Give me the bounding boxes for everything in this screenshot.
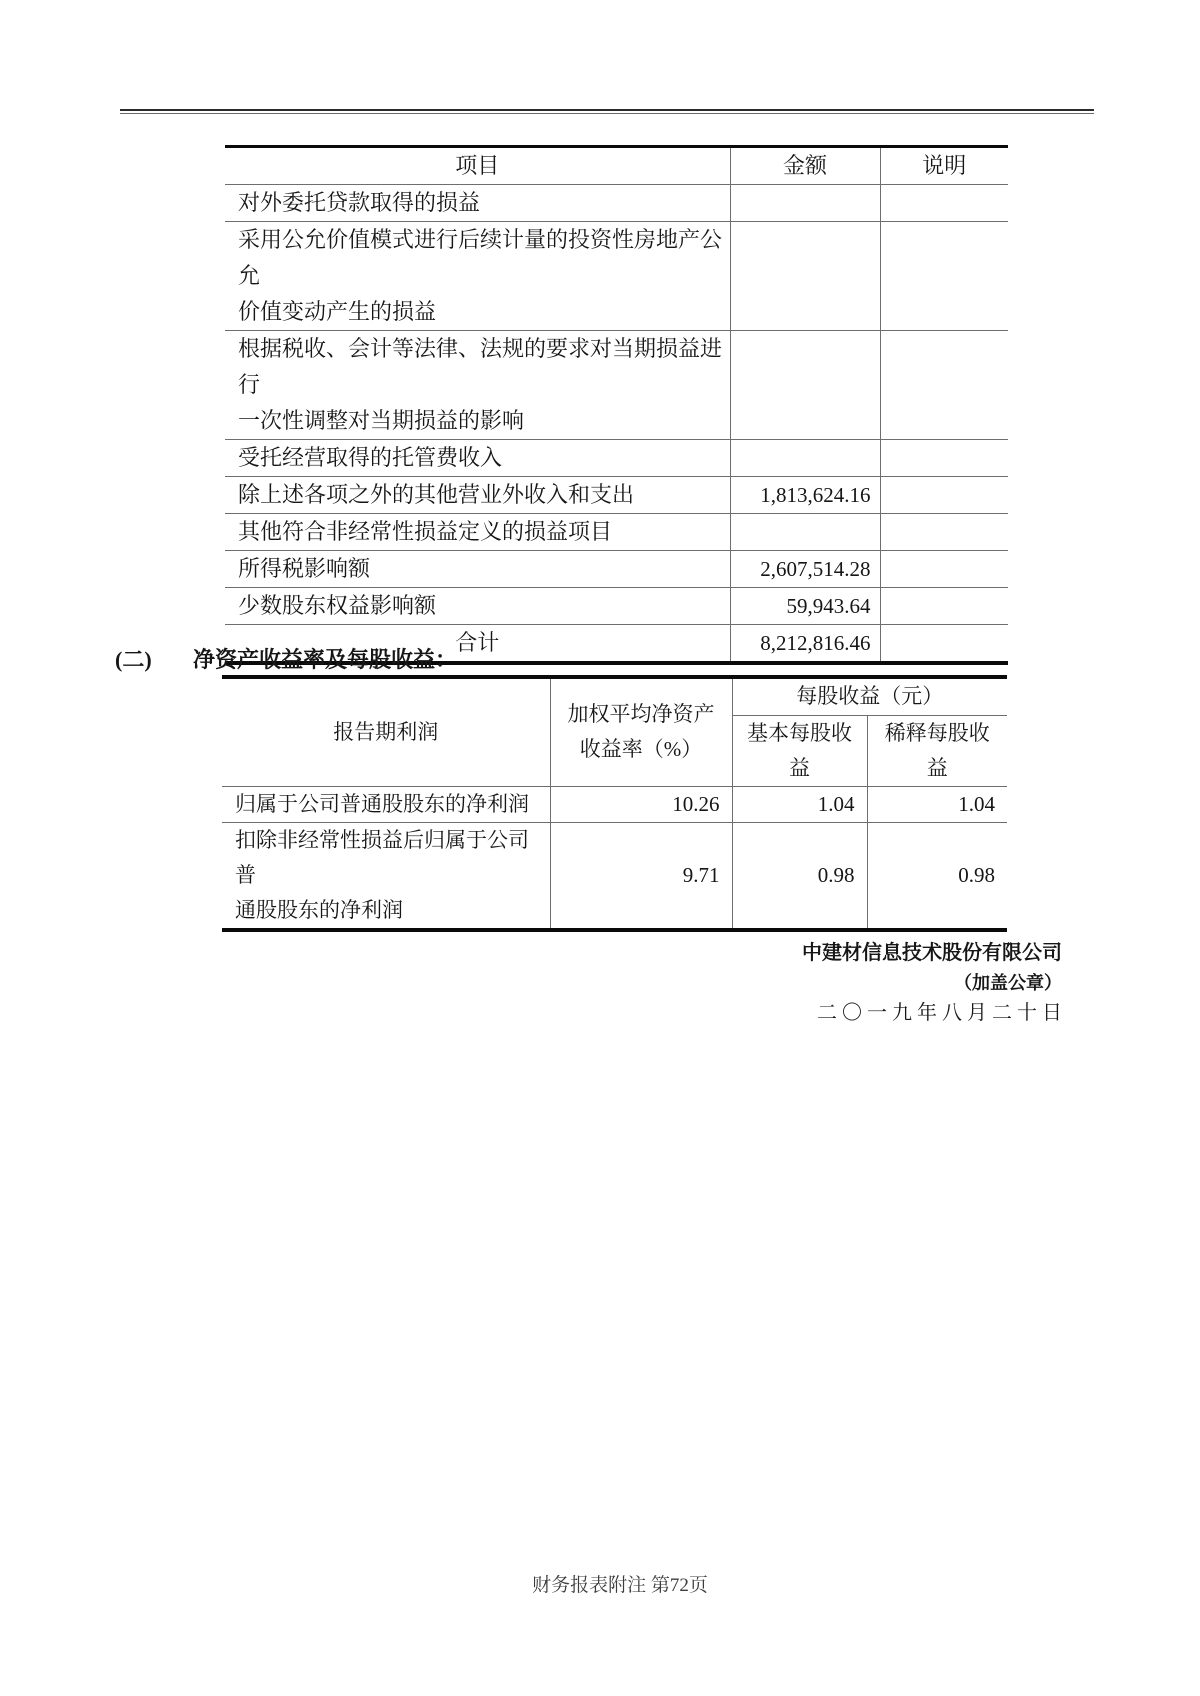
roe-cell: 9.71 [550,822,732,930]
note-cell [880,514,1008,551]
note-cell [880,185,1008,222]
basic-eps-cell: 0.98 [732,822,867,930]
eps-roe-table [222,675,1007,932]
amount-cell [730,331,880,440]
signature-date: 二〇一九年八月二十日 [817,1002,1067,1024]
column-header-eps-group: 每股收益（元） [732,677,1007,715]
table-row [225,440,1008,477]
item-cell: 所得税影响额 [225,551,730,588]
item-cell: 根据税收、会计等法律、法规的要求对当期损益进行 一次性调整对当期损益的影响 [225,331,730,440]
column-header-note: 说明 [880,147,1008,185]
section-title: 净资产收益率及每股收益： [193,647,458,672]
note-cell [880,625,1008,664]
column-header-basic-eps: 基本每股收 益 [732,715,867,786]
section-heading [115,645,457,675]
non-recurring-items-table [225,145,1008,665]
column-header-diluted-eps: 稀释每股收 益 [867,715,1007,786]
column-header-report-profit: 报告期利润 [222,677,550,786]
table-row [225,588,1008,625]
diluted-eps-cell: 0.98 [867,822,1007,930]
section-number: (二) [115,647,152,672]
item-cell: 其他符合非经常性损益定义的损益项目 [225,514,730,551]
page-footer: 财务报表附注 第72页 [532,1575,708,1596]
table-row [225,185,1008,222]
note-cell [880,551,1008,588]
note-cell [880,331,1008,440]
amount-cell: 2,607,514.28 [730,551,880,588]
roe-cell: 10.26 [550,786,732,822]
signature-block [802,938,1067,1028]
table-row [225,331,1008,440]
column-header-amount: 金额 [730,147,880,185]
amount-cell [730,440,880,477]
table-row [225,477,1008,514]
item-cell: 采用公允价值模式进行后续计量的投资性房地产公允 价值变动产生的损益 [225,222,730,331]
header-rule [120,109,1094,114]
amount-cell [730,185,880,222]
total-amount-cell: 8,212,816.46 [730,625,880,664]
amount-cell: 59,943.64 [730,588,880,625]
note-cell [880,222,1008,331]
table-row [222,822,1007,930]
item-cell: 对外委托贷款取得的损益 [225,185,730,222]
table-row [225,514,1008,551]
table-row [225,551,1008,588]
item-cell: 归属于公司普通股股东的净利润 [222,786,550,822]
company-stamp-note: （加盖公章） [954,973,1062,993]
basic-eps-cell: 1.04 [732,786,867,822]
note-cell [880,440,1008,477]
diluted-eps-cell: 1.04 [867,786,1007,822]
item-cell: 除上述各项之外的其他营业外收入和支出 [225,477,730,514]
item-cell: 扣除非经常性损益后归属于公司普 通股股东的净利润 [235,827,529,922]
table-row [225,222,1008,331]
note-cell [880,588,1008,625]
amount-cell: 1,813,624.16 [730,477,880,514]
item-cell: 少数股东权益影响额 [225,588,730,625]
column-header-weighted-roe: 加权平均净资产 收益率（%） [550,677,732,786]
company-name: 中建材信息技术股份有限公司 [802,942,1062,964]
item-cell: 受托经营取得的托管费收入 [225,440,730,477]
amount-cell [730,222,880,331]
total-label-cell: 合计 [455,630,500,655]
amount-cell [730,514,880,551]
table-row [222,786,1007,822]
table-header-row [222,677,1007,715]
table-header-row [225,147,1008,185]
note-cell [880,477,1008,514]
column-header-item: 项目 [225,147,730,185]
